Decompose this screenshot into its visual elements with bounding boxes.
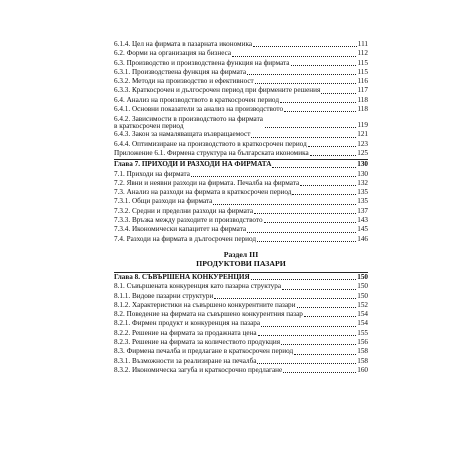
toc-leader-dots	[247, 74, 356, 75]
toc-chapter-title: Глава 8. СЪВЪРШЕНА КОНКУРЕНЦИЯ	[114, 272, 250, 281]
toc-page-number: 145	[357, 225, 368, 234]
toc-page-number: 158	[357, 347, 368, 356]
toc-entry-title: 7.4. Разходи на фирмата в дългосрочен период	[114, 234, 257, 243]
toc-entry-title: 8.2.3. Решение на фирмата за количеството продукция	[114, 338, 281, 347]
toc-entry[interactable]	[114, 188, 368, 197]
toc-leader-dots	[310, 155, 357, 156]
toc-leader-dots	[251, 279, 357, 280]
toc-entry[interactable]	[114, 357, 368, 366]
toc-entry-title: 6.2. Форми на организация на бизнеса	[114, 49, 232, 58]
toc-entry-title: 6.3.2. Методи на производство и ефективност	[114, 77, 254, 86]
toc-leader-dots	[292, 194, 356, 195]
toc-page-number: 156	[357, 338, 368, 347]
toc-entry[interactable]	[114, 96, 368, 105]
toc-chapter-8[interactable]	[114, 273, 368, 282]
toc-leader-dots	[272, 167, 356, 168]
toc-entry-title: Приложение 6.1. Фирмена структура на българската икономика	[114, 148, 309, 157]
toc-entry-title: 7.3.2. Средни и пределни разходи на фирмата	[114, 206, 254, 215]
toc-leader-dots	[264, 222, 357, 223]
toc-leader-dots	[247, 232, 356, 233]
toc-entry-title: 7.1. Приходи на фирмата	[114, 169, 190, 178]
toc-entry-title: 8.3. Фирмена печалба и предлагане в краткосрочен период	[114, 347, 294, 356]
toc-page-number: 155	[357, 328, 368, 337]
toc-leader-dots	[257, 363, 356, 364]
toc-entry[interactable]	[114, 68, 368, 77]
toc-page-number: 130	[357, 160, 368, 169]
toc-leader-dots	[281, 344, 356, 345]
toc-entry[interactable]	[114, 105, 368, 114]
toc-entry-title: 7.3.4. Икономически капацитет на фирмата	[114, 225, 247, 234]
toc-entry[interactable]	[114, 49, 368, 58]
toc-entry-title: 8.2.1. Фирмен продукт и конкуренция на пазара	[114, 319, 261, 328]
toc-entry[interactable]	[114, 301, 368, 310]
toc-leader-dots	[321, 93, 356, 94]
toc-leader-dots	[213, 204, 356, 205]
toc-page-number: 121	[357, 130, 368, 139]
toc-leader-dots	[300, 185, 356, 186]
toc-leader-dots	[214, 298, 356, 299]
toc-entry-title: 8.1.2. Характеристики на съвършено конкурентните пазари	[114, 300, 296, 309]
toc-leader-dots	[294, 354, 356, 355]
toc-entry[interactable]	[114, 86, 368, 95]
toc-entry[interactable]	[114, 292, 368, 301]
toc-page-number: 118	[357, 105, 368, 114]
toc-leader-dots	[304, 316, 356, 317]
toc-entry[interactable]	[114, 179, 368, 188]
section-heading	[114, 250, 368, 268]
toc-leader-dots	[254, 213, 356, 214]
toc-leader-dots	[265, 127, 356, 128]
toc-page-number: 130	[357, 169, 368, 178]
toc-entry[interactable]	[114, 140, 368, 149]
toc-page-number: 115	[357, 67, 368, 76]
toc-leader-dots	[258, 335, 357, 336]
toc-entry-title: 6.4.4. Оптимизиране на производството в краткосрочен период	[114, 139, 307, 148]
toc-page-number: 117	[357, 86, 368, 95]
toc-entry[interactable]	[114, 40, 368, 49]
toc-entry[interactable]	[114, 77, 368, 86]
toc-leader-dots	[261, 326, 356, 327]
toc-entry[interactable]	[114, 197, 368, 206]
toc-entry-title: 6.3.3. Краткосрочен и дългосрочен период при фирмените решения	[114, 86, 321, 95]
toc-list-chapter-8	[114, 282, 368, 375]
toc-leader-dots	[255, 83, 357, 84]
toc-entry-title: 6.3.1. Производствена функция на фирмата	[114, 67, 247, 76]
toc-page-number: 115	[357, 58, 368, 67]
toc-entry[interactable]	[114, 149, 368, 158]
toc-list-chapter-6	[114, 40, 368, 158]
toc-leader-dots	[283, 372, 356, 373]
toc-page-number: 135	[357, 188, 368, 197]
toc-entry-title: 6.4. Анализ на производството в краткосрочен период	[114, 95, 279, 104]
toc-entry[interactable]	[114, 329, 368, 338]
toc-chapter-title: Глава 7. ПРИХОДИ И РАЗХОДИ НА ФИРМАТА	[114, 160, 272, 169]
toc-entry[interactable]	[114, 59, 368, 68]
toc-chapter-7[interactable]	[114, 160, 368, 169]
toc-entry[interactable]	[114, 282, 368, 291]
table-of-contents	[114, 40, 368, 375]
toc-entry-title: 8.2. Поведение на фирмата на съвършено конкурентния пазар	[114, 310, 303, 319]
toc-leader-dots	[308, 146, 356, 147]
toc-page-number: 150	[357, 272, 368, 281]
toc-page-number: 123	[357, 139, 368, 148]
toc-entry-title: 8.1. Съвършената конкуренция като пазарна структура	[114, 282, 282, 291]
toc-page-number: 119	[357, 121, 368, 130]
toc-page-number: 132	[357, 178, 368, 187]
toc-leader-dots	[257, 241, 356, 242]
toc-page-number: 125	[357, 148, 368, 157]
toc-leader-dots	[251, 137, 356, 138]
toc-entry-title: 8.1.1. Видове пазарни структури	[114, 291, 214, 300]
toc-page-number: 152	[357, 300, 368, 309]
toc-entry[interactable]	[114, 319, 368, 328]
toc-entry-title: 6.4.2. Зависимости в производството на фирмата в краткосрочен период	[114, 114, 263, 130]
toc-entry-title: 7.3. Анализ на разходи на фирмата в краткосрочен период	[114, 188, 292, 197]
toc-leader-dots	[291, 65, 357, 66]
toc-entry[interactable]	[114, 338, 368, 347]
toc-entry[interactable]	[114, 310, 368, 319]
toc-page-number: 112	[357, 49, 368, 58]
toc-entry-title: 7.2. Явни и неявни разходи на фирмата. Печалба на фирмата	[114, 178, 300, 187]
toc-page-number: 118	[357, 95, 368, 104]
toc-page-number: 135	[357, 197, 368, 206]
toc-entry-title: 7.3.3. Връзка между разходите и производството	[114, 216, 263, 225]
toc-leader-dots	[253, 46, 357, 47]
toc-page-number: 111	[357, 40, 368, 48]
toc-page-number: 116	[357, 77, 368, 86]
toc-entry-title: 8.3.1. Възможности за реализиране на печалба	[114, 356, 257, 365]
toc-entry[interactable]	[114, 114, 368, 130]
toc-entry[interactable]	[114, 347, 368, 356]
toc-page-number: 154	[357, 319, 368, 328]
toc-leader-dots	[284, 111, 356, 112]
toc-entry[interactable]	[114, 235, 368, 244]
toc-entry[interactable]	[114, 207, 368, 216]
toc-entry[interactable]	[114, 225, 368, 234]
toc-leader-dots	[280, 102, 357, 103]
toc-entry-title: 8.2.2. Решение на фирмата за продажната цена	[114, 328, 257, 337]
toc-entry[interactable]	[114, 170, 368, 179]
toc-entry-title: 7.3.1. Общи разходи на фирмата	[114, 197, 213, 206]
toc-page-number: 143	[357, 216, 368, 225]
toc-entry-title: 6.1.4. Цел на фирмата в пазарната икономика	[114, 40, 253, 48]
toc-list-chapter-7	[114, 170, 368, 244]
toc-entry[interactable]	[114, 216, 368, 225]
toc-leader-dots	[232, 56, 356, 57]
toc-entry-title: 6.4.3. Закон за намаляващата възвращаемост	[114, 130, 251, 139]
section-title: ПРОДУКТОВИ ПАЗАРИ	[196, 258, 286, 268]
toc-page-number: 150	[357, 282, 368, 291]
toc-page-number: 154	[357, 310, 368, 319]
toc-entry-title: 6.3. Производство и производствена функция на фирмата	[114, 58, 290, 67]
toc-entry[interactable]	[114, 130, 368, 139]
toc-page-number: 146	[357, 234, 368, 243]
toc-entry[interactable]	[114, 366, 368, 375]
section-number: Раздел III	[223, 249, 259, 259]
toc-page-number: 160	[357, 365, 368, 374]
toc-page-number: 137	[357, 206, 368, 215]
toc-leader-dots	[297, 307, 357, 308]
toc-page-number: 150	[357, 291, 368, 300]
toc-leader-dots	[191, 176, 356, 177]
toc-entry-title: 6.4.1. Основни показатели за анализ на производството	[114, 105, 284, 114]
toc-entry-title: 8.3.2. Икономическа загуба и краткосрочно предлагане	[114, 365, 283, 374]
toc-page-number: 158	[357, 356, 368, 365]
toc-leader-dots	[282, 289, 356, 290]
